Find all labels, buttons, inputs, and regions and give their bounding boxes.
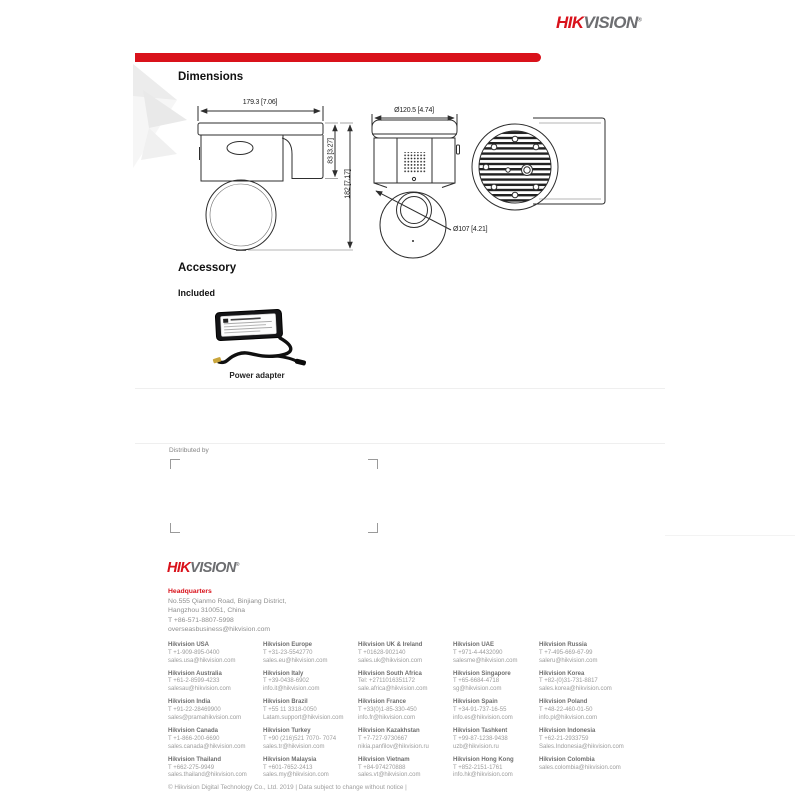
office-entry xyxy=(358,757,453,786)
copyright-notice: © Hikvision Digital Technology Co., Ltd. 2019 | Data subject to change without notice | xyxy=(168,784,407,791)
address-line: overseasbusiness@hikvision.com xyxy=(168,625,271,633)
office-contact-line: sales.thailand@hikvision.com xyxy=(168,772,247,779)
office-name: Hikvision Singapore xyxy=(453,670,511,677)
office-name: Hikvision Hong Kong xyxy=(453,756,514,763)
office-name: Hikvision UK & Ireland xyxy=(358,642,423,648)
office-contact xyxy=(453,678,539,694)
office-contact-line: T +48-22-460-01-50 xyxy=(539,707,593,714)
office-name: Hikvision Poland xyxy=(539,699,588,706)
divider-line-distributed xyxy=(135,443,665,444)
office-contact-line: sales.eu@hikvision.com xyxy=(263,657,328,664)
office-entry xyxy=(263,642,358,671)
office-contact-line: T +99-87-1238-9438 xyxy=(453,735,508,742)
office-entry xyxy=(168,757,263,786)
office-name: Hikvision Indonesia xyxy=(539,728,596,735)
office-name: Hikvision USA xyxy=(168,642,210,648)
hikvision-footer-logo xyxy=(167,560,239,576)
dim-label-side-width: 179.3 [7.06] xyxy=(242,99,278,106)
headquarters-title: Headquarters xyxy=(168,588,212,595)
corner-mark-top-left xyxy=(170,459,180,469)
camera-lens xyxy=(397,193,432,228)
office-contact xyxy=(168,650,263,666)
office-name: Hikvision Canada xyxy=(168,728,219,735)
office-contact xyxy=(358,650,453,666)
office-contact xyxy=(263,678,358,694)
office-contact xyxy=(539,736,624,752)
office-entry xyxy=(263,757,358,786)
corner-mark-bottom-left xyxy=(170,523,180,533)
office-contact-line: T +31-23-5542770 xyxy=(263,649,313,656)
office-name: Hikvision Spain xyxy=(453,699,498,706)
office-contact xyxy=(358,765,453,781)
office-contact-line: sg@hikvision.com xyxy=(453,686,502,693)
office-entry xyxy=(358,728,453,757)
logo-vision-text: VISION xyxy=(190,560,236,576)
office-name: Hikvision India xyxy=(168,699,211,706)
office-contact-line: T +971-4-4432090 xyxy=(453,649,503,656)
office-contact-line: T +82-(0)31-731-8817 xyxy=(539,678,598,685)
office-contact-line: T +7-727-9730667 xyxy=(358,735,408,742)
office-entry xyxy=(168,671,263,700)
office-contact-line: info.it@hikvision.com xyxy=(263,686,320,693)
office-entry xyxy=(263,671,358,700)
office-entry xyxy=(453,699,539,728)
office-contact-line: info.hk@hikvision.com xyxy=(453,772,513,779)
office-name: Hikvision Australia xyxy=(168,670,222,677)
logo-hik-text: HIK xyxy=(556,13,584,32)
office-contact-line: T +62-21-2933759 xyxy=(539,735,589,742)
front-view-drawing xyxy=(372,114,460,258)
included-label: Included xyxy=(178,288,216,298)
red-accent-bar xyxy=(135,53,541,62)
speaker-grille xyxy=(403,152,426,173)
office-contact-line: T +65-6684-4718 xyxy=(453,678,500,685)
office-entry xyxy=(358,699,453,728)
office-entry xyxy=(539,757,624,786)
office-contact-line: nikia.panfilov@hikvision.ru xyxy=(358,743,429,750)
office-contact xyxy=(263,707,358,723)
office-contact xyxy=(168,736,263,752)
office-contact xyxy=(453,707,539,723)
office-entry xyxy=(539,671,624,700)
office-contact-line: T +39-0438-6902 xyxy=(263,678,310,685)
office-contact-line: uzb@hikvision.ru xyxy=(453,743,499,750)
distributor-stamp-area xyxy=(170,459,378,533)
office-entry xyxy=(168,642,263,671)
office-name: Hikvision Thailand xyxy=(168,756,222,763)
office-contact xyxy=(539,678,624,694)
office-contact-line: T +01628-902140 xyxy=(358,649,406,656)
hikvision-logo xyxy=(556,13,641,33)
office-name: Hikvision Kazakhstan xyxy=(358,728,420,735)
office-contact xyxy=(263,765,358,781)
office-contact-line: T +61-2-8599-4233 xyxy=(168,678,220,685)
registered-mark: ® xyxy=(637,17,642,24)
office-name: Hikvision UAE xyxy=(453,642,495,648)
office-entry xyxy=(168,699,263,728)
office-contact-line: sales.canada@hikvision.com xyxy=(168,743,246,750)
office-entry xyxy=(539,642,624,671)
dim-label-total-height: 182 [7.17] xyxy=(344,169,352,199)
office-contact xyxy=(453,650,539,666)
office-contact xyxy=(358,678,453,694)
office-contact-line: sales@pramahikvision.com xyxy=(168,714,242,721)
accessory-section-title: Accessory xyxy=(178,262,237,274)
logo-vision-text: VISION xyxy=(583,13,638,32)
office-contact-line: sales.usa@hikvision.com xyxy=(168,657,236,664)
base-view-drawing xyxy=(472,118,605,210)
office-contact-line: T +1-866-200-6690 xyxy=(168,735,220,742)
office-entry xyxy=(168,728,263,757)
office-contact-line: T +33(0)1-85-330-450 xyxy=(358,707,417,714)
logo-hik-text: HIK xyxy=(167,560,191,576)
office-contact xyxy=(263,736,358,752)
office-contact xyxy=(539,650,624,666)
dim-label-bracket-height: 83 [3.27] xyxy=(327,138,335,164)
address-line: Hangzhou 310051, China xyxy=(168,607,246,615)
office-name: Hikvision South Africa xyxy=(358,670,422,677)
dim-label-body-diameter: Ø120.5 [4.74] xyxy=(394,107,434,114)
office-contact-line: sales.uk@hikvision.com xyxy=(358,657,423,664)
corner-mark-bottom-right xyxy=(368,523,378,533)
office-contact-line: sales.my@hikvision.com xyxy=(263,772,329,779)
office-name: Hikvision Brazil xyxy=(263,699,308,706)
office-contact xyxy=(358,736,453,752)
side-view-drawing xyxy=(198,106,353,250)
headquarters-address xyxy=(168,597,286,634)
adapter-cable xyxy=(219,338,291,362)
office-name: Hikvision Vietnam xyxy=(358,756,410,763)
adapter-plug xyxy=(295,358,307,366)
office-contact xyxy=(168,765,263,781)
office-entry xyxy=(358,642,453,671)
office-name: Hikvision Europe xyxy=(263,642,313,648)
office-contact-line: sales.colombia@hikvision.com xyxy=(539,764,621,771)
office-name: Hikvision France xyxy=(358,699,407,706)
office-contact-line: T +1-909-895-0400 xyxy=(168,649,220,656)
office-name: Hikvision Tashkent xyxy=(453,728,508,735)
office-entry xyxy=(263,728,358,757)
office-contact-line: info.es@hikvision.com xyxy=(453,714,513,721)
office-contact xyxy=(358,707,453,723)
address-line: No.555 Qianmo Road, Binjiang District, xyxy=(168,598,287,605)
divider-line-top xyxy=(135,388,665,389)
offices-grid xyxy=(168,642,624,785)
address-line: T +86-571-8807-5998 xyxy=(168,616,234,624)
office-contact-line: T +90 (216)521 7070- 7074 xyxy=(263,735,337,742)
office-name: Hikvision Turkey xyxy=(263,728,311,735)
office-contact-line: T +91-22-28469900 xyxy=(168,707,221,714)
office-contact-line: sales.korea@hikvision.com xyxy=(539,686,612,693)
office-contact-line: Tel: +2711016351172 xyxy=(358,678,415,685)
office-contact-line: T +34-91-737-16-55 xyxy=(453,707,507,714)
office-entry xyxy=(539,699,624,728)
office-name: Hikvision Colombia xyxy=(539,756,595,763)
office-contact-line: saleru@hikvision.com xyxy=(539,657,598,664)
office-contact-line: T +662-275-9949 xyxy=(168,764,215,771)
office-entry xyxy=(453,671,539,700)
office-entry xyxy=(263,699,358,728)
office-contact-line: sales.vt@hikvision.com xyxy=(358,772,421,779)
office-entry xyxy=(453,642,539,671)
office-contact xyxy=(168,678,263,694)
office-entry xyxy=(539,728,624,757)
office-name: Hikvision Malaysia xyxy=(263,756,317,763)
office-contact-line: T +84-974270888 xyxy=(358,764,406,771)
office-name: Hikvision Korea xyxy=(539,670,585,677)
divider-line-right xyxy=(665,535,795,536)
office-contact-line: T +7-495-669-67-99 xyxy=(539,649,593,656)
office-contact-line: sale.africa@hikvision.com xyxy=(358,686,428,693)
distributed-by-label: Distributed by xyxy=(169,447,209,454)
power-adapter-image xyxy=(210,306,310,372)
office-contact-line: info.pl@hikvision.com xyxy=(539,714,598,721)
dimensions-section-title: Dimensions xyxy=(178,71,244,83)
office-contact xyxy=(263,650,358,666)
office-contact xyxy=(168,707,263,723)
office-entry xyxy=(453,728,539,757)
office-name: Hikvision Russia xyxy=(539,642,588,648)
office-name: Hikvision Italy xyxy=(263,670,304,677)
office-contact-line: Latam.support@hikvision.com xyxy=(263,714,344,721)
office-contact-line: T +601-7652-2413 xyxy=(263,764,313,771)
office-contact xyxy=(539,765,624,773)
office-contact-line: Sales.Indonesia@hikvision.com xyxy=(539,743,624,750)
office-entry xyxy=(453,757,539,786)
office-contact-line: sales.tr@hikvision.com xyxy=(263,743,325,750)
registered-mark: ® xyxy=(235,562,239,569)
office-contact xyxy=(453,736,539,752)
dim-label-dome-diameter: Ø107 [4.21] xyxy=(453,226,488,233)
office-contact-line: T +852-2151-1761 xyxy=(453,764,503,771)
office-contact-line: salesau@hikvision.com xyxy=(168,686,231,693)
office-contact-line: info.fr@hikvision.com xyxy=(358,714,416,721)
office-contact xyxy=(539,707,624,723)
office-contact xyxy=(453,765,539,781)
office-contact-line: T +55 11 3318-0050 xyxy=(263,707,317,714)
office-entry xyxy=(358,671,453,700)
corner-mark-top-right xyxy=(368,459,378,469)
power-adapter-caption: Power adapter xyxy=(229,371,285,380)
dimension-drawings xyxy=(135,90,665,262)
office-contact-line: salesme@hikvision.com xyxy=(453,657,518,664)
